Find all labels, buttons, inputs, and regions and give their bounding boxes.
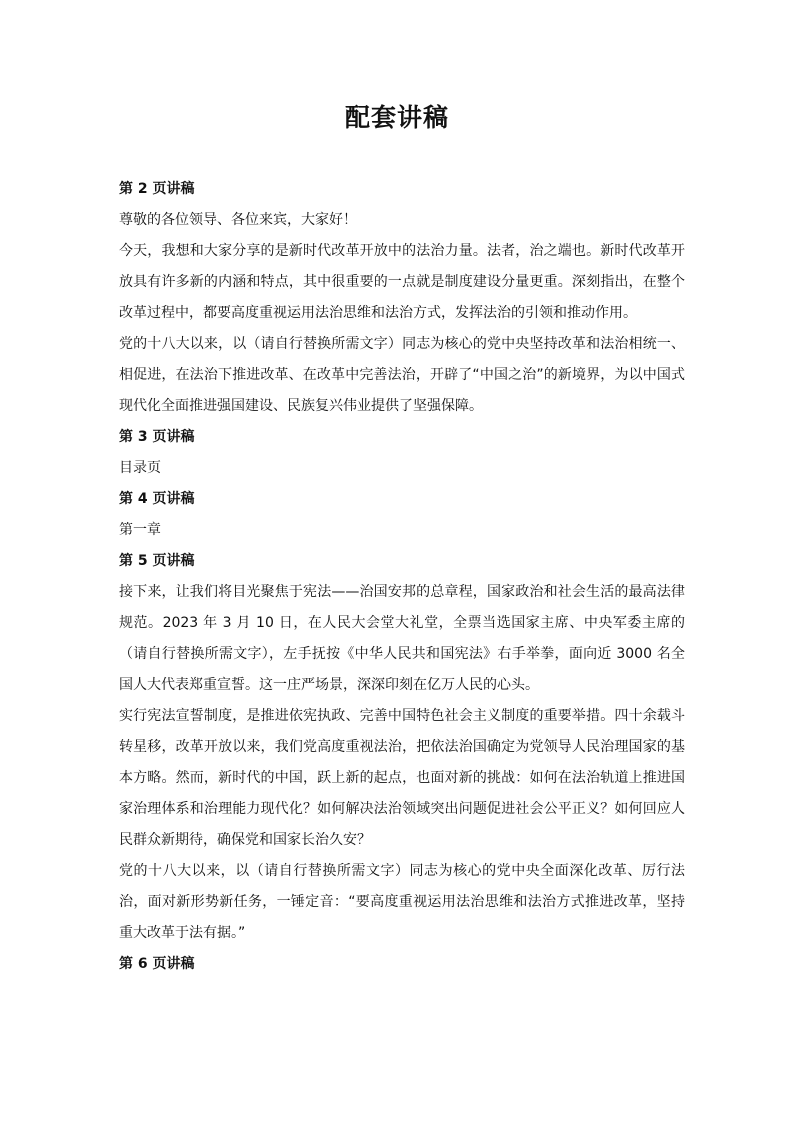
slide-note-heading: 第 2 页讲稿 bbox=[119, 181, 195, 197]
document-body bbox=[119, 174, 685, 980]
slide-note-heading: 第 5 页讲稿 bbox=[119, 553, 195, 569]
slide-note-heading: 第 4 页讲稿 bbox=[119, 491, 195, 507]
slide-note-heading: 第 3 页讲稿 bbox=[119, 429, 195, 445]
body-paragraph: 尊敬的各位领导、各位来宾，大家好！ bbox=[119, 212, 357, 228]
document-title: 配套讲稿 bbox=[344, 103, 449, 132]
body-paragraph: 党的十八大以来，以（请自行替换所需文字）同志为核心的党中央坚持改革和法治相统一、相促进，在法治下推进改革、在改革中完善法治，开辟了“中国之治”的新境界，为以中国式现代化全面推进强国建设、民族复兴伟业提供了坚强保障。 bbox=[119, 336, 685, 414]
body-paragraph: 目录页 bbox=[119, 460, 161, 476]
body-paragraph: 党的十八大以来，以（请自行替换所需文字）同志为核心的党中央全面深化改革、厉行法治，面对新形势新任务，一锤定音：“要高度重视运用法治思维和法治方式推进改革，坚持重大改革于法有据。” bbox=[119, 863, 685, 941]
body-paragraph: 今天，我想和大家分享的是新时代改革开放中的法治力量。法者，治之端也。新时代改革开放具有许多新的内涵和特点，其中很重要的一点就是制度建设分量更重。深刻指出，在整个改革过程中，都要高度重视运用法治思维和法治方式，发挥法治的引领和推动作用。 bbox=[119, 243, 685, 321]
body-paragraph: 第一章 bbox=[119, 522, 161, 538]
body-paragraph: 接下来，让我们将目光聚焦于宪法——治国安邦的总章程，国家政治和社会生活的最高法律规范。2023 年 3 月 10 日，在人民大会堂大礼堂，全票当选国家主席、中央军委主席的（请自行替换所需文字），左手抚按《中华人民共和国宪法》右手举拳，面向近 3000 名全国人大代表郑重宣誓。这一庄严场景，深深印刻在亿万人民的心头。 bbox=[119, 584, 685, 693]
slide-note-heading: 第 6 页讲稿 bbox=[119, 956, 195, 972]
body-paragraph: 实行宪法宣誓制度，是推进依宪执政、完善中国特色社会主义制度的重要举措。四十余载斗转星移，改革开放以来，我们党高度重视法治，把依法治国确定为党领导人民治理国家的基本方略。然而，新时代的中国，跃上新的起点，也面对新的挑战：如何在法治轨道上推进国家治理体系和治理能力现代化？如何解决法治领域突出问题促进社会公平正义？如何回应人民群众新期待，确保党和国家长治久安？ bbox=[119, 708, 685, 848]
